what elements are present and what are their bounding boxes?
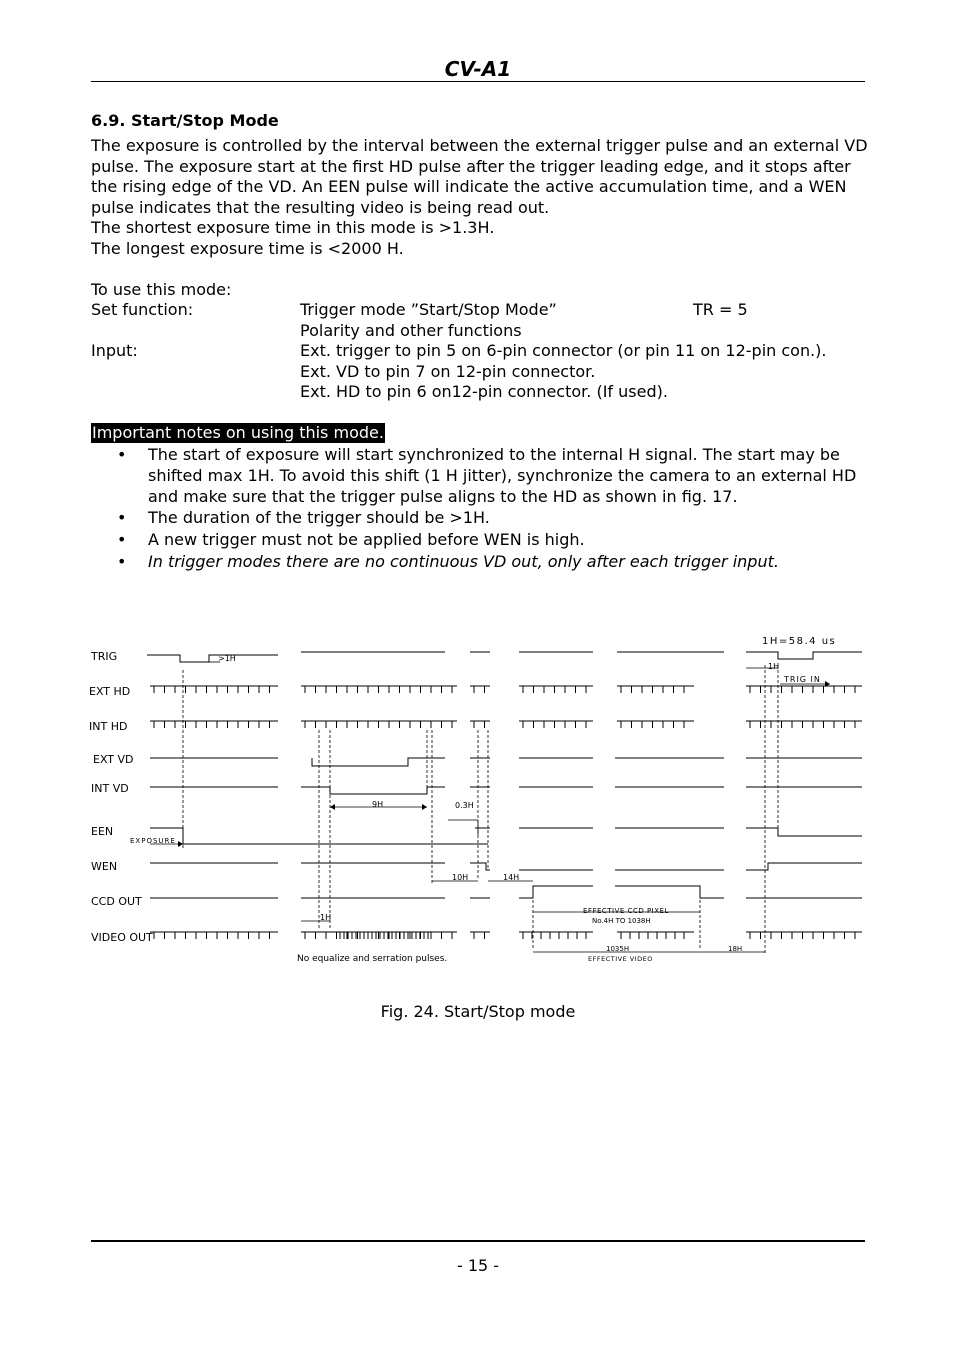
signal-label-ext-hd: EXT HD — [89, 685, 131, 698]
een-waveform — [150, 828, 862, 844]
pulse-train — [150, 721, 278, 728]
list-item — [117, 445, 877, 507]
ext-vd-waveform — [150, 758, 862, 766]
pulse-train — [301, 686, 457, 693]
list-item — [117, 508, 877, 529]
pulse-train — [617, 686, 694, 693]
pulse-train — [301, 932, 457, 939]
intro-line: The longest exposure time is <2000 H. — [91, 238, 404, 258]
h-period-label: 1H=58.4 us — [762, 636, 837, 647]
signal-label-int-vd: INT VD — [91, 782, 129, 795]
trig-width-label: >1H — [218, 654, 236, 663]
trig-in-label: TRIG IN — [784, 675, 821, 684]
pulse-train — [470, 686, 490, 693]
tail-label: 18H — [728, 945, 743, 953]
list-item-text: A new trigger must not be applied before WEN is high. — [148, 530, 585, 550]
trig-waveform — [147, 655, 278, 662]
signal-label-wen: WEN — [91, 860, 118, 873]
signal-label-int-hd: INT HD — [89, 720, 128, 733]
een-delay-label: 0.3H — [455, 801, 474, 810]
intro-line: The exposure is controlled by the interval between the external trigger pulse and an external VD — [91, 136, 868, 155]
pulse-train — [617, 932, 694, 939]
int-vd-waveform — [150, 787, 862, 794]
footer-rule — [91, 1240, 865, 1242]
wen-delay-label: 10H — [452, 873, 469, 882]
pulse-train — [150, 686, 278, 693]
bullet-icon: • — [117, 530, 127, 550]
page-number: - 15 - — [456, 1256, 500, 1275]
effective-pixel-range: No.4H TO 1038H — [592, 917, 651, 925]
list-item-text: The duration of the trigger should be >1H. — [148, 508, 490, 528]
signal-label-ccd-out: CCD OUT — [91, 895, 142, 908]
signal-label-een: EEN — [91, 825, 114, 838]
input-label: Input: — [91, 341, 138, 360]
notes-heading: Important notes on using this mode. — [92, 423, 384, 442]
pulse-train — [519, 686, 593, 693]
signal-label-video-out: VIDEO OUT — [91, 931, 153, 944]
pulse-train — [617, 721, 694, 728]
document-header-title: CV-A1 — [444, 57, 512, 81]
set-function-value-2: Polarity and other functions — [300, 321, 522, 340]
intro-line: the rising edge of the VD. An EEN pulse will indicate the active accumulation time, and a WEN — [91, 177, 847, 196]
list-item — [117, 552, 877, 573]
list-item-text: In trigger modes there are no continuous VD out, only after each trigger input. — [148, 551, 779, 571]
pulse-train — [150, 932, 278, 939]
video-out-dense-pulses — [340, 932, 428, 939]
ccd-delay-label: 14H — [503, 873, 520, 882]
h-label-top: 1H — [768, 662, 780, 671]
timing-guides — [183, 665, 778, 955]
input-line: Ext. VD to pin 7 on 12-pin connector. — [300, 362, 596, 381]
signal-label-trig: TRIG — [91, 650, 118, 663]
intro-line: The shortest exposure time in this mode is >1.3H. — [91, 218, 495, 237]
intro-line: pulse indicates that the resulting video is being read out. — [91, 197, 550, 217]
hd-pulse-trains — [150, 686, 862, 939]
dimension-arrows — [150, 662, 830, 952]
usage-intro: To use this mode: — [91, 280, 232, 299]
pulse-train — [746, 721, 862, 728]
intro-line: pulse. The exposure start at the first HD pulse after the trigger leading edge, and it stops after — [91, 156, 851, 176]
list-item — [117, 530, 877, 551]
effective-pixel-label: EFFECTIVE CCD PIXEL — [583, 907, 669, 915]
pulse-train — [519, 721, 593, 728]
pulse-train — [746, 686, 862, 693]
timing-diagram — [0, 630, 954, 970]
section-title: 6.9. Start/Stop Mode — [91, 111, 279, 130]
notes-list — [117, 445, 877, 574]
pulse-train — [470, 721, 490, 728]
intro-paragraph — [91, 136, 871, 259]
list-item-text: The start of exposure will start synchronized to the internal H signal. The start may be shifted max 1H. To avoid this shift (1 H jitter), synchronize the camera to an external HD and make sure that the trigger pulse aligns to the HD as shown in fig. 17. — [148, 445, 857, 506]
exposure-label: EXPOSURE — [130, 837, 176, 845]
bullet-icon: • — [117, 445, 127, 464]
ccd-out-waveform — [150, 886, 862, 898]
effective-video-label: EFFECTIVE VIDEO — [588, 955, 653, 963]
input-line: Ext. trigger to pin 5 on 6-pin connector (or pin 11 on 12-pin con.). — [300, 341, 827, 360]
bullet-icon: • — [117, 551, 127, 571]
header-rule — [91, 81, 865, 82]
bullet-icon: • — [117, 508, 127, 528]
set-function-code: TR = 5 — [693, 300, 748, 319]
pulse-train — [470, 932, 490, 939]
figure-caption: Fig. 24. Start/Stop mode — [380, 1002, 576, 1021]
wen-waveform — [150, 863, 862, 870]
pulse-train — [746, 932, 862, 939]
diagram-note: No equalize and serration pulses. — [297, 954, 448, 964]
vd-width-label: 9H — [372, 800, 384, 809]
set-function-value: Trigger mode ”Start/Stop Mode” — [300, 300, 557, 319]
pulse-train — [519, 932, 593, 939]
trig-waveform-right — [746, 652, 862, 659]
input-line: Ext. HD to pin 6 on12-pin connector. (If used). — [300, 382, 668, 401]
pulse-train — [301, 721, 457, 728]
signal-label-ext-vd: EXT VD — [93, 753, 134, 766]
h-label-bottom: 1H — [320, 913, 332, 922]
effective-video-lines: 1035H — [606, 945, 630, 953]
arrow-heads — [178, 681, 830, 847]
set-function-label: Set function: — [91, 300, 194, 319]
